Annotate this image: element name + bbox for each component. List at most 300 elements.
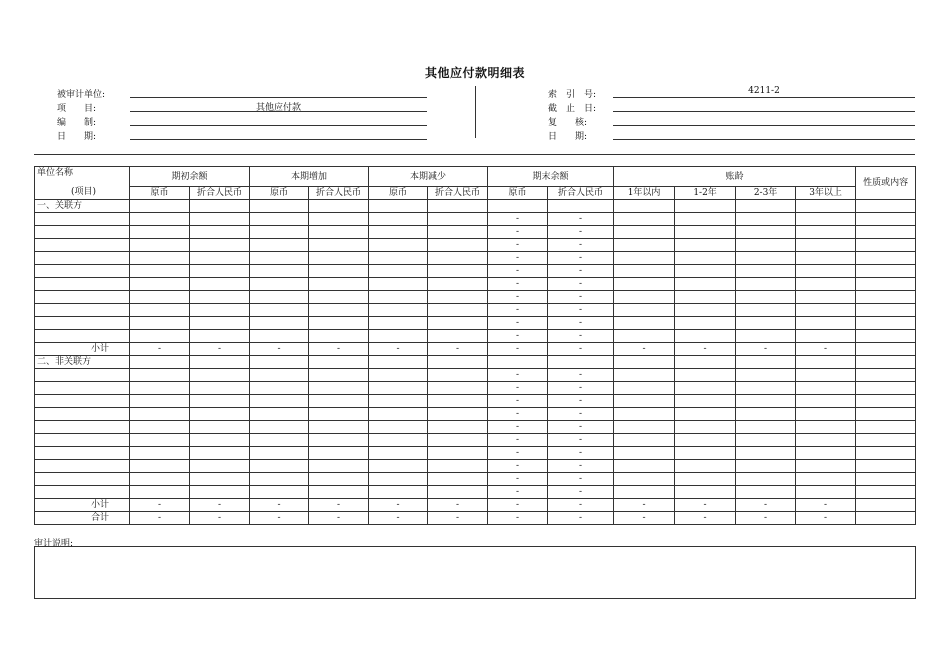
- table-cell[interactable]: [369, 226, 428, 239]
- table-cell[interactable]: [736, 356, 796, 369]
- table-cell[interactable]: [130, 291, 190, 304]
- table-cell[interactable]: [675, 460, 736, 473]
- table-cell[interactable]: [428, 486, 488, 499]
- table-cell[interactable]: [796, 421, 856, 434]
- unit-name-cell[interactable]: [35, 395, 130, 408]
- sum-cell[interactable]: -: [309, 499, 369, 512]
- table-cell[interactable]: [130, 356, 190, 369]
- index-field[interactable]: [613, 97, 915, 98]
- table-cell[interactable]: [675, 304, 736, 317]
- table-cell[interactable]: [736, 395, 796, 408]
- table-cell[interactable]: [369, 239, 428, 252]
- table-cell[interactable]: [130, 317, 190, 330]
- table-cell[interactable]: [428, 421, 488, 434]
- table-cell[interactable]: [190, 304, 250, 317]
- table-cell[interactable]: [309, 291, 369, 304]
- closing-balance-cell[interactable]: -: [488, 330, 548, 343]
- table-cell[interactable]: [856, 382, 916, 395]
- closing-balance-cell[interactable]: -: [548, 486, 614, 499]
- closing-balance-cell[interactable]: -: [488, 226, 548, 239]
- table-cell[interactable]: [614, 473, 675, 486]
- table-cell[interactable]: [675, 473, 736, 486]
- table-cell[interactable]: [369, 408, 428, 421]
- table-cell[interactable]: [548, 200, 614, 213]
- table-cell[interactable]: [130, 434, 190, 447]
- table-cell[interactable]: [488, 356, 548, 369]
- sum-cell[interactable]: -: [736, 499, 796, 512]
- table-cell[interactable]: [796, 486, 856, 499]
- sum-cell[interactable]: -: [190, 499, 250, 512]
- table-cell[interactable]: [614, 382, 675, 395]
- table-cell[interactable]: [250, 369, 309, 382]
- table-cell[interactable]: [130, 369, 190, 382]
- closing-balance-cell[interactable]: -: [548, 213, 614, 226]
- closing-balance-cell[interactable]: -: [548, 369, 614, 382]
- unit-name-cell[interactable]: [35, 447, 130, 460]
- table-cell[interactable]: [428, 447, 488, 460]
- table-cell[interactable]: [428, 265, 488, 278]
- unit-name-cell[interactable]: [35, 265, 130, 278]
- table-cell[interactable]: [856, 408, 916, 421]
- table-cell[interactable]: [856, 395, 916, 408]
- table-cell[interactable]: [250, 226, 309, 239]
- table-cell[interactable]: [190, 369, 250, 382]
- closing-balance-cell[interactable]: -: [548, 265, 614, 278]
- table-cell[interactable]: [190, 226, 250, 239]
- table-cell[interactable]: [190, 447, 250, 460]
- table-cell[interactable]: [675, 278, 736, 291]
- sum-cell[interactable]: -: [250, 343, 309, 356]
- table-cell[interactable]: [190, 356, 250, 369]
- closing-balance-cell[interactable]: -: [548, 421, 614, 434]
- unit-name-cell[interactable]: [35, 226, 130, 239]
- table-cell[interactable]: [130, 252, 190, 265]
- table-cell[interactable]: [130, 460, 190, 473]
- table-cell[interactable]: [190, 239, 250, 252]
- closing-balance-cell[interactable]: -: [488, 369, 548, 382]
- prep-date-field[interactable]: [130, 139, 427, 140]
- table-cell[interactable]: [250, 434, 309, 447]
- table-cell[interactable]: [250, 278, 309, 291]
- table-cell[interactable]: [428, 434, 488, 447]
- table-cell[interactable]: [309, 252, 369, 265]
- closing-balance-cell[interactable]: -: [548, 447, 614, 460]
- table-cell[interactable]: [796, 382, 856, 395]
- unit-name-cell[interactable]: [35, 252, 130, 265]
- closing-balance-cell[interactable]: -: [488, 486, 548, 499]
- table-cell[interactable]: [675, 434, 736, 447]
- table-cell[interactable]: [250, 330, 309, 343]
- table-cell[interactable]: [856, 343, 916, 356]
- table-cell[interactable]: [614, 460, 675, 473]
- unit-name-cell[interactable]: [35, 473, 130, 486]
- table-cell[interactable]: [856, 239, 916, 252]
- table-cell[interactable]: [130, 213, 190, 226]
- table-cell[interactable]: [614, 291, 675, 304]
- table-cell[interactable]: [369, 330, 428, 343]
- table-cell[interactable]: [614, 213, 675, 226]
- sum-cell[interactable]: -: [488, 343, 548, 356]
- table-cell[interactable]: [190, 408, 250, 421]
- table-cell[interactable]: [796, 226, 856, 239]
- closing-balance-cell[interactable]: -: [488, 239, 548, 252]
- table-cell[interactable]: [796, 434, 856, 447]
- unit-name-cell[interactable]: [35, 460, 130, 473]
- table-cell[interactable]: [736, 252, 796, 265]
- table-cell[interactable]: [675, 369, 736, 382]
- table-cell[interactable]: [369, 252, 428, 265]
- closing-balance-cell[interactable]: -: [548, 252, 614, 265]
- sum-cell[interactable]: -: [675, 512, 736, 525]
- section-label[interactable]: 二、非关联方: [35, 356, 130, 369]
- table-cell[interactable]: [369, 382, 428, 395]
- table-cell[interactable]: [736, 291, 796, 304]
- table-cell[interactable]: [796, 239, 856, 252]
- table-cell[interactable]: [309, 226, 369, 239]
- table-cell[interactable]: [250, 421, 309, 434]
- table-cell[interactable]: [309, 486, 369, 499]
- table-cell[interactable]: [130, 447, 190, 460]
- table-cell[interactable]: [250, 408, 309, 421]
- table-cell[interactable]: [190, 460, 250, 473]
- closing-balance-cell[interactable]: -: [488, 213, 548, 226]
- sum-label[interactable]: 合计: [35, 512, 130, 525]
- table-cell[interactable]: [675, 317, 736, 330]
- table-cell[interactable]: [736, 473, 796, 486]
- table-cell[interactable]: [548, 356, 614, 369]
- table-cell[interactable]: [736, 434, 796, 447]
- closing-balance-cell[interactable]: -: [488, 382, 548, 395]
- table-cell[interactable]: [130, 473, 190, 486]
- table-cell[interactable]: [488, 200, 548, 213]
- closing-balance-cell[interactable]: -: [548, 304, 614, 317]
- closing-balance-cell[interactable]: -: [548, 434, 614, 447]
- unit-name-cell[interactable]: [35, 291, 130, 304]
- table-cell[interactable]: [614, 265, 675, 278]
- table-cell[interactable]: [369, 460, 428, 473]
- table-cell[interactable]: [130, 421, 190, 434]
- table-cell[interactable]: [856, 421, 916, 434]
- remark-box[interactable]: [34, 546, 916, 599]
- sum-cell[interactable]: -: [548, 499, 614, 512]
- table-cell[interactable]: [369, 200, 428, 213]
- closing-balance-cell[interactable]: -: [488, 395, 548, 408]
- table-cell[interactable]: [369, 278, 428, 291]
- table-cell[interactable]: [309, 369, 369, 382]
- unit-name-cell[interactable]: [35, 317, 130, 330]
- table-cell[interactable]: [250, 486, 309, 499]
- closing-balance-cell[interactable]: -: [548, 330, 614, 343]
- unit-name-cell[interactable]: [35, 239, 130, 252]
- table-cell[interactable]: [856, 317, 916, 330]
- closing-balance-cell[interactable]: -: [488, 317, 548, 330]
- sum-cell[interactable]: -: [548, 512, 614, 525]
- table-cell[interactable]: [736, 382, 796, 395]
- table-cell[interactable]: [736, 213, 796, 226]
- table-cell[interactable]: [856, 434, 916, 447]
- table-cell[interactable]: [736, 447, 796, 460]
- table-cell[interactable]: [190, 317, 250, 330]
- table-cell[interactable]: [796, 265, 856, 278]
- unit-name-cell[interactable]: [35, 421, 130, 434]
- table-cell[interactable]: [675, 226, 736, 239]
- closing-balance-cell[interactable]: -: [548, 226, 614, 239]
- table-cell[interactable]: [796, 460, 856, 473]
- table-cell[interactable]: [675, 213, 736, 226]
- table-cell[interactable]: [428, 252, 488, 265]
- sum-cell[interactable]: -: [548, 343, 614, 356]
- table-cell[interactable]: [856, 265, 916, 278]
- unit-name-cell[interactable]: [35, 486, 130, 499]
- table-cell[interactable]: [675, 265, 736, 278]
- table-cell[interactable]: [428, 239, 488, 252]
- reviewer-field[interactable]: [613, 125, 915, 126]
- table-cell[interactable]: [309, 304, 369, 317]
- unit-name-cell[interactable]: [35, 330, 130, 343]
- table-cell[interactable]: [250, 200, 309, 213]
- table-cell[interactable]: [309, 330, 369, 343]
- sum-cell[interactable]: -: [796, 499, 856, 512]
- table-cell[interactable]: [675, 408, 736, 421]
- table-cell[interactable]: [675, 252, 736, 265]
- closing-balance-cell[interactable]: -: [548, 473, 614, 486]
- table-cell[interactable]: [190, 265, 250, 278]
- sum-label[interactable]: 小计: [35, 343, 130, 356]
- table-cell[interactable]: [369, 473, 428, 486]
- table-cell[interactable]: [369, 213, 428, 226]
- sum-cell[interactable]: -: [736, 512, 796, 525]
- table-cell[interactable]: [736, 408, 796, 421]
- auditee-field[interactable]: [130, 97, 427, 98]
- table-cell[interactable]: [856, 499, 916, 512]
- table-cell[interactable]: [369, 304, 428, 317]
- sum-cell[interactable]: -: [614, 343, 675, 356]
- sum-cell[interactable]: -: [428, 499, 488, 512]
- table-cell[interactable]: [796, 291, 856, 304]
- sum-cell[interactable]: -: [130, 343, 190, 356]
- table-cell[interactable]: [309, 200, 369, 213]
- table-cell[interactable]: [309, 382, 369, 395]
- table-cell[interactable]: [130, 330, 190, 343]
- closing-balance-cell[interactable]: -: [488, 447, 548, 460]
- table-cell[interactable]: [428, 304, 488, 317]
- table-cell[interactable]: [428, 278, 488, 291]
- table-cell[interactable]: [856, 447, 916, 460]
- table-cell[interactable]: [130, 382, 190, 395]
- unit-name-cell[interactable]: [35, 408, 130, 421]
- table-cell[interactable]: [675, 291, 736, 304]
- table-cell[interactable]: [856, 486, 916, 499]
- sum-cell[interactable]: -: [428, 512, 488, 525]
- table-cell[interactable]: [190, 213, 250, 226]
- table-cell[interactable]: [250, 356, 309, 369]
- closing-balance-cell[interactable]: -: [488, 252, 548, 265]
- table-cell[interactable]: [614, 408, 675, 421]
- closing-balance-cell[interactable]: -: [488, 408, 548, 421]
- table-cell[interactable]: [614, 447, 675, 460]
- table-cell[interactable]: [309, 434, 369, 447]
- table-cell[interactable]: [250, 447, 309, 460]
- table-cell[interactable]: [796, 278, 856, 291]
- table-cell[interactable]: [675, 421, 736, 434]
- table-cell[interactable]: [250, 460, 309, 473]
- sum-cell[interactable]: -: [796, 512, 856, 525]
- table-cell[interactable]: [190, 421, 250, 434]
- table-cell[interactable]: [856, 460, 916, 473]
- sum-cell[interactable]: -: [309, 343, 369, 356]
- table-cell[interactable]: [369, 486, 428, 499]
- review-date-field[interactable]: [613, 139, 915, 140]
- sum-cell[interactable]: -: [796, 343, 856, 356]
- table-cell[interactable]: [130, 486, 190, 499]
- table-cell[interactable]: [614, 356, 675, 369]
- table-cell[interactable]: [675, 200, 736, 213]
- table-cell[interactable]: [130, 200, 190, 213]
- table-cell[interactable]: [369, 291, 428, 304]
- table-cell[interactable]: [369, 317, 428, 330]
- table-cell[interactable]: [190, 473, 250, 486]
- closing-balance-cell[interactable]: -: [488, 473, 548, 486]
- sum-cell[interactable]: -: [190, 512, 250, 525]
- table-cell[interactable]: [369, 395, 428, 408]
- table-cell[interactable]: [736, 460, 796, 473]
- section-label[interactable]: 一、关联方: [35, 200, 130, 213]
- table-cell[interactable]: [309, 421, 369, 434]
- table-cell[interactable]: [614, 486, 675, 499]
- sum-cell[interactable]: -: [130, 512, 190, 525]
- table-cell[interactable]: [309, 395, 369, 408]
- sum-cell[interactable]: -: [190, 343, 250, 356]
- table-cell[interactable]: [614, 421, 675, 434]
- table-cell[interactable]: [309, 408, 369, 421]
- sum-cell[interactable]: -: [675, 343, 736, 356]
- table-cell[interactable]: [736, 317, 796, 330]
- closing-balance-cell[interactable]: -: [488, 460, 548, 473]
- sum-cell[interactable]: -: [488, 499, 548, 512]
- table-cell[interactable]: [250, 304, 309, 317]
- table-cell[interactable]: [309, 473, 369, 486]
- table-cell[interactable]: [130, 304, 190, 317]
- sum-cell[interactable]: -: [130, 499, 190, 512]
- table-cell[interactable]: [614, 200, 675, 213]
- table-cell[interactable]: [190, 486, 250, 499]
- table-cell[interactable]: [428, 356, 488, 369]
- table-cell[interactable]: [250, 265, 309, 278]
- sum-cell[interactable]: -: [675, 499, 736, 512]
- closing-balance-cell[interactable]: -: [548, 239, 614, 252]
- table-cell[interactable]: [736, 330, 796, 343]
- table-cell[interactable]: [796, 408, 856, 421]
- table-cell[interactable]: [675, 486, 736, 499]
- unit-name-cell[interactable]: [35, 382, 130, 395]
- table-cell[interactable]: [796, 200, 856, 213]
- closing-balance-cell[interactable]: -: [488, 304, 548, 317]
- table-cell[interactable]: [250, 291, 309, 304]
- table-cell[interactable]: [190, 382, 250, 395]
- table-cell[interactable]: [428, 330, 488, 343]
- table-cell[interactable]: [250, 252, 309, 265]
- table-cell[interactable]: [614, 278, 675, 291]
- table-cell[interactable]: [250, 239, 309, 252]
- table-cell[interactable]: [614, 395, 675, 408]
- table-cell[interactable]: [369, 369, 428, 382]
- table-cell[interactable]: [369, 421, 428, 434]
- sum-cell[interactable]: -: [488, 512, 548, 525]
- table-cell[interactable]: [796, 304, 856, 317]
- table-cell[interactable]: [614, 252, 675, 265]
- sum-cell[interactable]: -: [369, 512, 428, 525]
- table-cell[interactable]: [614, 304, 675, 317]
- sum-cell[interactable]: -: [250, 512, 309, 525]
- unit-name-cell[interactable]: [35, 278, 130, 291]
- closing-balance-cell[interactable]: -: [488, 434, 548, 447]
- unit-name-cell[interactable]: [35, 369, 130, 382]
- table-cell[interactable]: [675, 395, 736, 408]
- sum-cell[interactable]: -: [369, 343, 428, 356]
- table-cell[interactable]: [250, 473, 309, 486]
- item-field[interactable]: [130, 111, 427, 112]
- table-cell[interactable]: [309, 213, 369, 226]
- table-cell[interactable]: [675, 447, 736, 460]
- table-cell[interactable]: [369, 356, 428, 369]
- unit-name-cell[interactable]: [35, 213, 130, 226]
- table-cell[interactable]: [130, 226, 190, 239]
- closing-balance-cell[interactable]: -: [548, 408, 614, 421]
- table-cell[interactable]: [130, 395, 190, 408]
- table-cell[interactable]: [428, 317, 488, 330]
- table-cell[interactable]: [190, 395, 250, 408]
- table-cell[interactable]: [736, 265, 796, 278]
- table-cell[interactable]: [190, 252, 250, 265]
- closing-balance-cell[interactable]: -: [488, 278, 548, 291]
- table-cell[interactable]: [856, 330, 916, 343]
- unit-name-cell[interactable]: [35, 434, 130, 447]
- table-cell[interactable]: [130, 265, 190, 278]
- sum-cell[interactable]: -: [309, 512, 369, 525]
- table-cell[interactable]: [736, 239, 796, 252]
- table-cell[interactable]: [428, 200, 488, 213]
- table-cell[interactable]: [428, 395, 488, 408]
- table-cell[interactable]: [190, 278, 250, 291]
- table-cell[interactable]: [856, 356, 916, 369]
- table-cell[interactable]: [736, 369, 796, 382]
- table-cell[interactable]: [856, 512, 916, 525]
- table-cell[interactable]: [250, 382, 309, 395]
- table-cell[interactable]: [190, 330, 250, 343]
- sum-cell[interactable]: -: [369, 499, 428, 512]
- table-cell[interactable]: [856, 473, 916, 486]
- sum-cell[interactable]: -: [250, 499, 309, 512]
- table-cell[interactable]: [796, 395, 856, 408]
- table-cell[interactable]: [856, 213, 916, 226]
- sum-cell[interactable]: -: [736, 343, 796, 356]
- table-cell[interactable]: [856, 278, 916, 291]
- table-cell[interactable]: [369, 265, 428, 278]
- table-cell[interactable]: [428, 291, 488, 304]
- table-cell[interactable]: [428, 213, 488, 226]
- table-cell[interactable]: [309, 317, 369, 330]
- table-cell[interactable]: [250, 395, 309, 408]
- table-cell[interactable]: [736, 226, 796, 239]
- table-cell[interactable]: [796, 330, 856, 343]
- table-cell[interactable]: [614, 434, 675, 447]
- closing-balance-cell[interactable]: -: [548, 382, 614, 395]
- table-cell[interactable]: [369, 447, 428, 460]
- table-cell[interactable]: [614, 226, 675, 239]
- table-cell[interactable]: [309, 265, 369, 278]
- table-cell[interactable]: [856, 369, 916, 382]
- table-cell[interactable]: [614, 369, 675, 382]
